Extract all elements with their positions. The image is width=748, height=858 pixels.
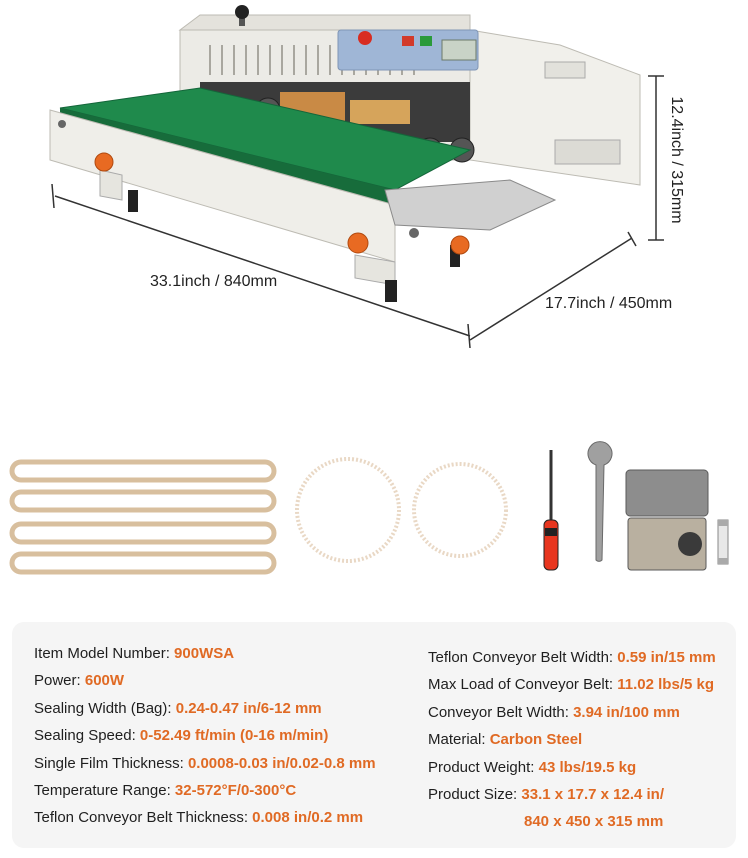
depth-dimension-label: 17.7inch / 450mm [545, 295, 673, 312]
screwdriver [544, 450, 558, 570]
specifications-left-column [34, 640, 376, 832]
spec-row: Power: 600W [34, 672, 125, 690]
character-box [626, 470, 708, 570]
spec-row: Product Weight: 43 lbs/19.5 kg [428, 758, 637, 776]
spec-row: Sealing Width (Bag): 0.24-0.47 in/6-12 mm [34, 699, 322, 717]
spec-row: Teflon Conveyor Belt Width: 0.59 in/15 mm [428, 649, 716, 666]
height-dimension-label: 12.4inch / 315mm [668, 96, 685, 224]
length-dimension-label: 33.1inch / 840mm [150, 273, 278, 290]
spec-row: Single Film Thickness: 0.0008-0.03 in/0.02-0.8 mm [34, 754, 376, 772]
specifications-card [12, 622, 736, 848]
spec-row: Temperature Range: 32-572°F/0-300°C [34, 781, 297, 799]
spec-row: Conveyor Belt Width: 3.94 in/100 mm [428, 703, 680, 721]
sealing-band [12, 462, 274, 572]
fuse [718, 520, 728, 564]
dimension-lines [0, 0, 748, 420]
spec-row: Material: Carbon Steel [428, 731, 583, 749]
spec-row: Max Load of Conveyor Belt: 11.02 lbs/5 kg [428, 676, 714, 694]
spec-row: Sealing Speed: 0-52.49 ft/min (0-16 m/min) [34, 727, 329, 745]
timing-belt [297, 459, 399, 561]
spanner [588, 442, 612, 562]
spec-row: Product Size: 33.1 x 17.7 x 12.4 in/ [428, 785, 664, 803]
timing-belt [414, 464, 506, 556]
accessories-image [0, 440, 748, 590]
spec-row: Teflon Conveyor Belt Thickness: 0.008 in/0.2 mm [34, 809, 364, 827]
spec-row-continuation: 840 x 450 x 315 mm [524, 813, 664, 831]
specifications-right-column [428, 644, 716, 836]
spec-row: Item Model Number: 900WSA [34, 645, 235, 662]
